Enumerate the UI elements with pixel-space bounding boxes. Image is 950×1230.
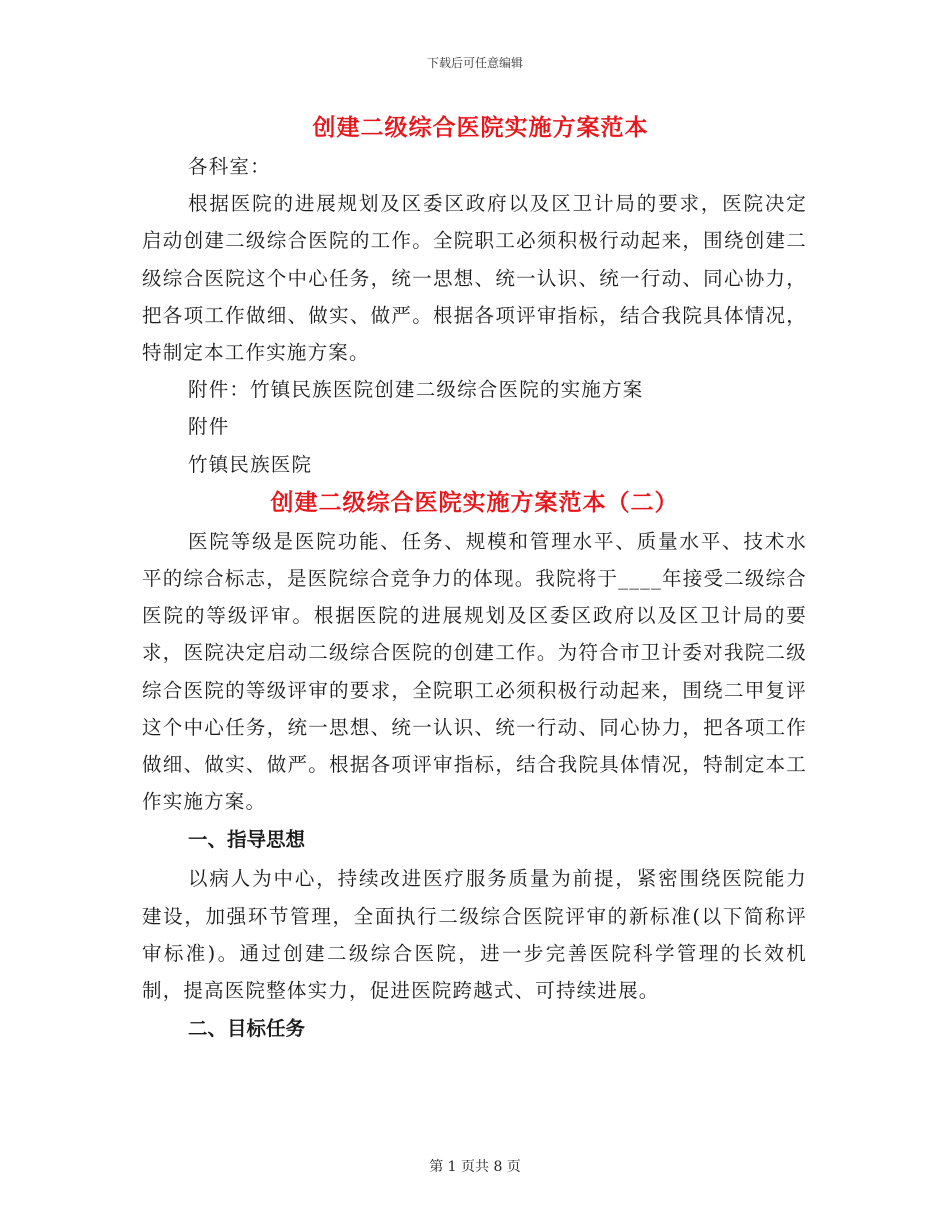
intro-paragraph: 根据医院的进展规划及区委区政府以及区卫计局的要求，医院决定启动创建二级综合医院的工作。全院职工必须积极行动起来，围绕创建二级综合医院这个中心任务，统一思想、统一认识、统一行动、同心协力，把各项工作做细、做实、做严。根据各项评审指标，结合我院具体情况，特制定本工作实施方案。 [142,192,807,365]
document-title: 创建二级综合医院实施方案范本 [312,114,649,141]
attachment-label: 附件 [188,415,230,439]
section-paragraph: 医院等级是医院功能、任务、规模和管理水平、质量水平、技术水平的综合标志，是医院综合竞争力的体现。我院将于____年接受二级综合医院的等级评审。根据医院的进展规划及区委区政府以及区卫计局的要求，医院决定启动二级综合医院的创建工作。为符合市卫计委对我院二级综合医院的等级评审的要求，全院职工必须积极行动起来，围绕二甲复评这个中心任务，统一思想、统一认识、统一行动、同心协力，把各项工作做细、做实、做严。根据各项评审指标，结合我院具体情况，特制定本工作实施方案。 [142,529,807,814]
attachment-line: 附件：竹镇民族医院创建二级综合医院的实施方案 [188,378,644,402]
signature: 竹镇民族医院 [188,452,313,476]
salutation: 各科室： [188,155,271,178]
heading-guiding-ideology: 一、指导思想 [188,828,306,852]
guiding-ideology-paragraph: 以病人为中心，持续改进医疗服务质量为前提，紧密围绕医院能力建设，加强环节管理，全面执行二级综合医院评审的新标准(以下简称评审标准)。通过创建二级综合医院，进一步完善医院科学管理的长效机制，提高医院整体实力，促进医院跨越式、可持续进展。 [142,867,807,1003]
section-title: 创建二级综合医院实施方案范本（二） [270,488,679,516]
document-body [142,108,807,1049]
page-number: 第 1 页共 8 页 [429,1159,521,1175]
header-note: 下载后可任意编辑 [426,56,523,70]
heading-target-tasks: 二、目标任务 [188,1017,306,1041]
